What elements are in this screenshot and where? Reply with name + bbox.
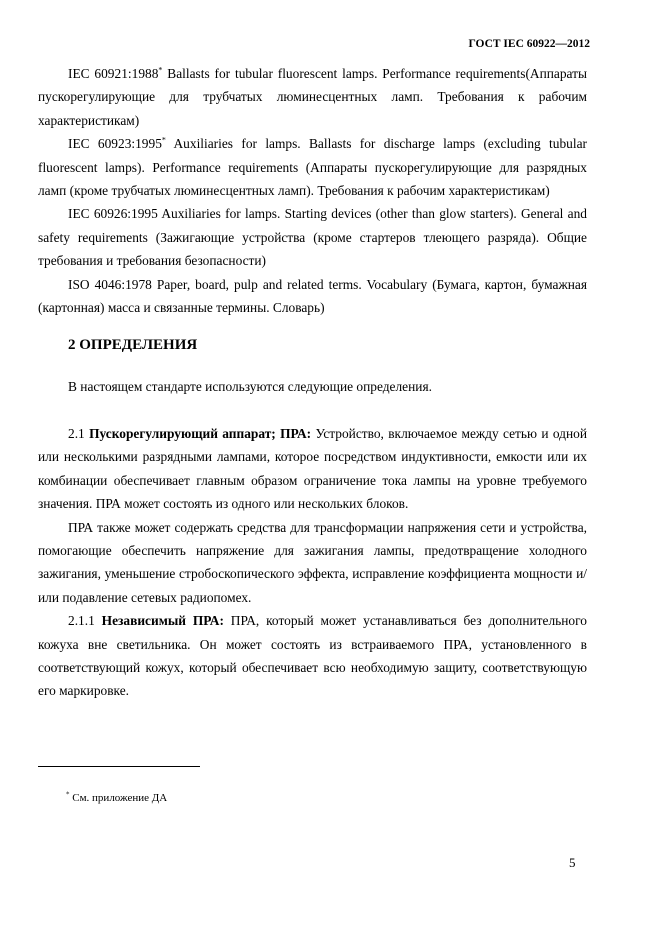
definition-term: Независимый ПРА: <box>101 613 224 629</box>
definition-text: Устройство, включаемое между сетью и одной или несколькими разрядными лампами, которое посредством индуктивности, емкости или их комбинации обеспечивает главным образом ограничение тока лампы на уровне требуемого значения. ПРА может состоять из одного или нескольких блоков. <box>38 425 587 512</box>
footnote-marker: * <box>161 135 166 145</box>
footnote <box>66 792 167 804</box>
definition-number: 2.1.1 <box>68 613 102 629</box>
document-header: ГОСТ IEC 60922—2012 <box>468 38 590 50</box>
reference-text: Auxiliaries for lamps. Ballasts for discharge lamps (excluding tubular fluorescent lamps). Performance requirements (Аппараты пускорегулирующие для разрядных ламп (кроме трубчатых люминесцентных ламп). Требования к рабочим характеристикам) <box>38 136 587 199</box>
section-title: 2 ОПРЕДЕЛЕНИЯ <box>68 337 198 354</box>
reference-iec-60921 <box>38 62 587 132</box>
section-intro: В настоящем стандарте используются следующие определения. <box>68 379 432 395</box>
reference-text: Ballasts for tubular fluorescent lamps. Performance requirements(Аппараты пускорегулирующие для трубчатых люминесцентных ламп. Требования к рабочим характеристикам) <box>38 66 587 128</box>
definition-text: ПРА, который может устанавливаться без дополнительного кожуха вне светильника. Он может состоять из встраиваемого ПРА, установленного в соответствующий кожух, который обеспечивает всю необходимую защиту, соответствующую его маркировке. <box>38 613 587 699</box>
definition-number: 2.1 <box>68 425 90 441</box>
reference-iec-60926: IEC 60926:1995 Auxiliaries for lamps. Starting devices (other than glow starters). General and safety requirements (Зажигающие устройства (кроме стартеров тлеющего разряда). Общие требования и требования безопасности) <box>38 206 587 269</box>
footnote-text: См. приложение ДА <box>69 792 168 804</box>
reference-code: IEC 60921:1988 <box>68 66 159 81</box>
definition-term: Пускорегулирующий аппарат; ПРА: <box>89 425 312 441</box>
footnote-marker: * <box>158 65 163 75</box>
footnote-divider <box>38 766 200 767</box>
reference-code: IEC 60923:1995 <box>68 136 162 152</box>
footnote-marker: * <box>66 790 70 799</box>
definition-2-1-1 <box>38 609 587 703</box>
reference-iso-4046: ISO 4046:1978 Paper, board, pulp and related terms. Vocabulary (Бумага, картон, бумажная (картонная) масса и связанные термины. Словарь) <box>38 276 587 316</box>
page-body <box>38 62 587 703</box>
definition-2-1 <box>38 422 587 516</box>
reference-iec-60923 <box>38 132 587 202</box>
page-number: 5 <box>569 855 576 870</box>
definition-2-1-continuation: ПРА также может содержать средства для трансформации напряжения сети и устройства, помогающие обеспечить напряжение для зажигания лампы, предотвращение холодного зажигания, уменьшение стробоскопического эффекта, исправление коэффициента мощности и/или подавление сетевых радиопомех. <box>38 519 587 605</box>
